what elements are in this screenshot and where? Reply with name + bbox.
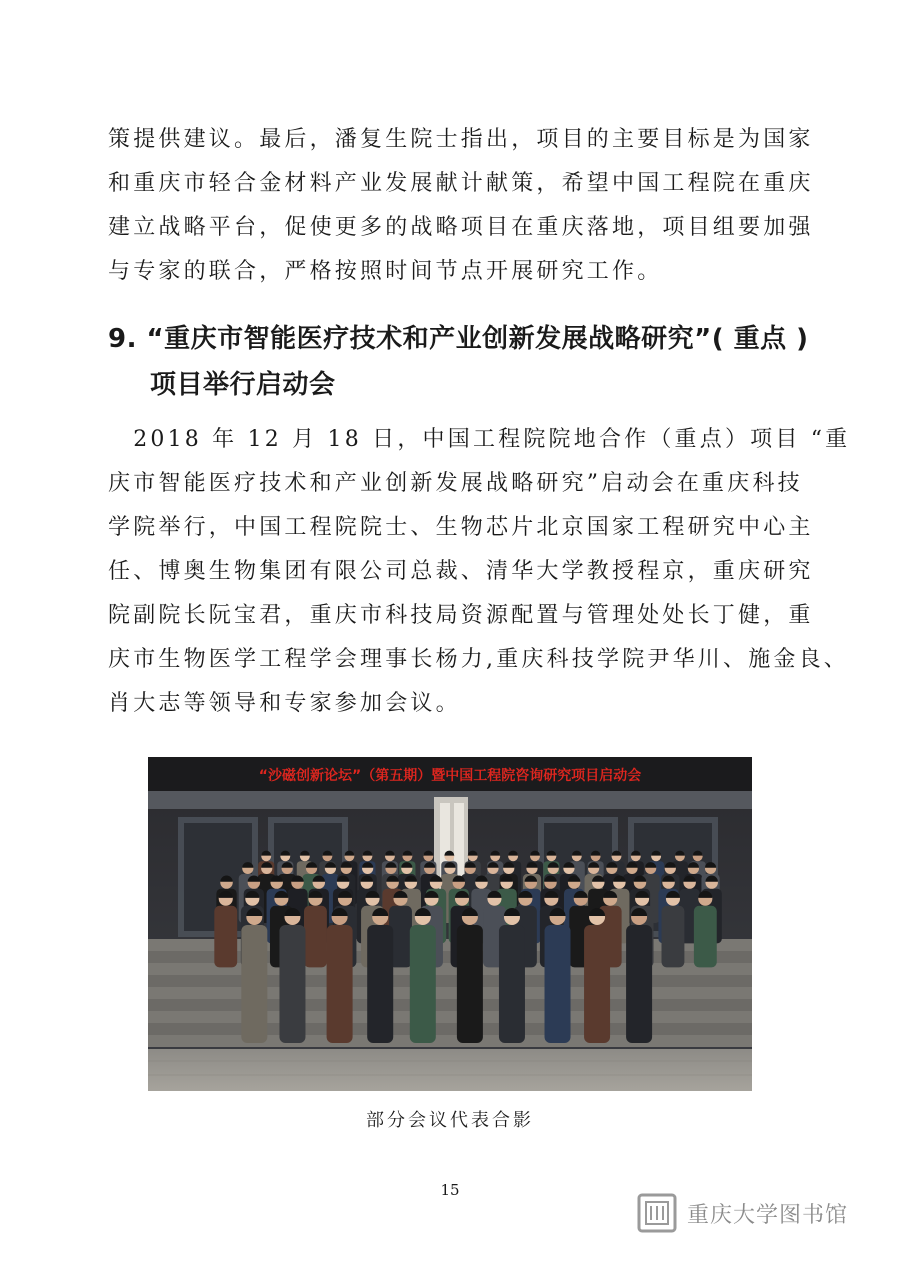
person-figure	[545, 908, 571, 1043]
stair-step	[148, 1011, 752, 1023]
stair-step	[148, 1023, 752, 1035]
stair-step	[148, 963, 752, 975]
stair-step	[148, 999, 752, 1011]
text-line: 任、博奥生物集团有限公司总裁、清华大学教授程京，重庆研究	[108, 559, 814, 584]
banner-text: “沙磁创新论坛”（第五期）暨中国工程院咨询研究项目启动会	[258, 768, 642, 784]
section-heading-line2: 项目举行启动会	[150, 370, 336, 400]
person-figure	[499, 908, 525, 1043]
text-line: 肖大志等领导和专家参加会议。	[108, 691, 461, 716]
text-line: 院副院长阮宝君，重庆市科技局资源配置与管理处处长丁健，重	[108, 603, 814, 628]
section-heading	[108, 316, 828, 408]
text-line: 2018 年 12 月 18 日，中国工程院院地合作（重点）项目 “重	[108, 427, 851, 452]
section-heading-line1: 9. “重庆市智能医疗技术和产业创新发展战略研究”( 重点 )	[108, 324, 809, 354]
text-line: 建立战略平台，促使更多的战略项目在重庆落地，项目组要加强	[108, 215, 814, 240]
person-figure	[626, 908, 652, 1043]
group-photo	[148, 757, 752, 1091]
stair-step	[148, 987, 752, 999]
photo-caption: 部分会议代表合影	[366, 1110, 534, 1131]
person-figure	[279, 908, 305, 1043]
stair-step	[148, 975, 752, 987]
page-number: 15	[440, 1181, 460, 1199]
person-figure	[241, 908, 267, 1043]
text-line: 和重庆市轻合金材料产业发展献计献策，希望中国工程院在重庆	[108, 171, 814, 196]
library-name: 重庆大学图书馆	[687, 1202, 849, 1228]
text-line: 策提供建议。最后，潘复生院士指出，项目的主要目标是为国家	[108, 127, 814, 152]
library-watermark	[637, 1193, 848, 1233]
text-line: 庆市生物医学工程学会理事长杨力,重庆科技学院尹华川、施金良、	[108, 647, 849, 672]
text-line: 学院举行，中国工程院院士、生物芯片北京国家工程研究中心主	[108, 515, 814, 540]
library-seal-icon	[637, 1193, 677, 1233]
person-figure	[367, 908, 393, 1043]
stair-step	[148, 1035, 752, 1047]
person-figure	[584, 908, 610, 1043]
person-figure	[410, 908, 436, 1043]
person-figure	[327, 908, 353, 1043]
person-figure	[457, 908, 483, 1043]
text-line: 与专家的联合，严格按照时间节点开展研究工作。	[108, 259, 663, 284]
stair-step	[148, 951, 752, 963]
text-line: 庆市智能医疗技术和产业创新发展战略研究”启动会在重庆科技	[108, 471, 803, 496]
paragraph-continued	[108, 118, 814, 294]
paragraph-body	[108, 418, 851, 726]
